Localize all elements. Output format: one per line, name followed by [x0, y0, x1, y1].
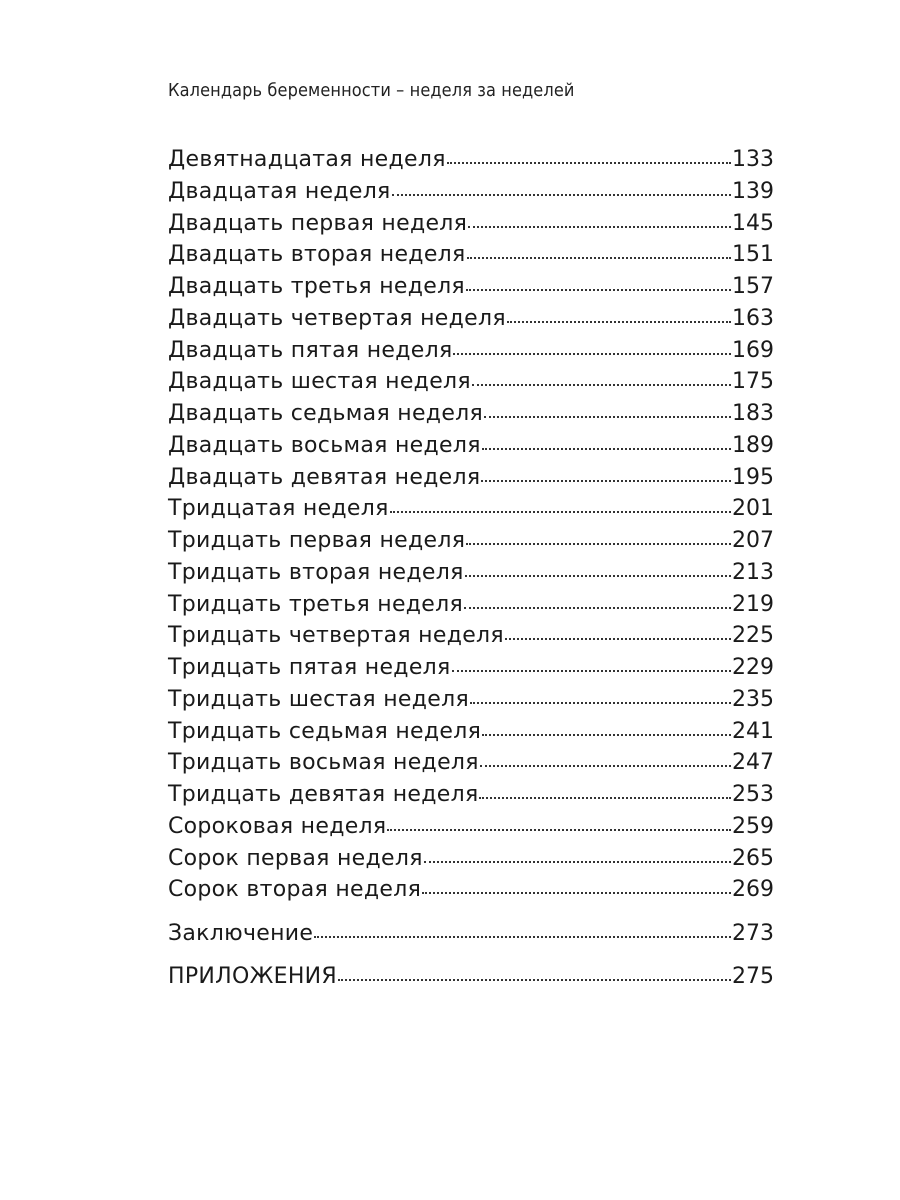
- toc-entry-page: 145: [732, 210, 774, 236]
- toc-entry-title: Двадцать четвертая неделя: [168, 305, 506, 331]
- dot-leader: [466, 271, 731, 293]
- table-of-contents: [168, 144, 774, 993]
- toc-entry-title: Тридцать шестая неделя: [168, 686, 469, 712]
- toc-entry-page: 189: [732, 432, 774, 458]
- toc-entry-page: 133: [732, 147, 774, 172]
- toc-entry[interactable]: [168, 208, 774, 240]
- toc-entry[interactable]: [168, 239, 774, 271]
- toc-entry[interactable]: [168, 493, 774, 525]
- toc-entry-appendix[interactable]: [168, 961, 774, 993]
- toc-entry[interactable]: [168, 303, 774, 335]
- toc-entry-title: Тридцать четвертая неделя: [168, 623, 504, 649]
- toc-entry-title: Тридцать пятая неделя: [168, 655, 451, 680]
- toc-entry[interactable]: [168, 684, 774, 716]
- toc-entry[interactable]: [168, 398, 774, 430]
- toc-entry[interactable]: [168, 366, 774, 398]
- toc-entry-page: 247: [732, 750, 774, 776]
- toc-entry-page: 157: [732, 274, 774, 299]
- toc-entry-page: 275: [732, 963, 774, 989]
- toc-entry-page: 151: [732, 242, 774, 268]
- toc-entry-page: 213: [732, 559, 774, 585]
- toc-entry-title: Тридцать восьмая неделя: [168, 750, 479, 776]
- toc-entry[interactable]: [168, 843, 774, 875]
- toc-entry[interactable]: [168, 525, 774, 557]
- toc-entry-title: Тридцать первая неделя: [168, 528, 466, 553]
- dot-leader: [338, 961, 731, 983]
- dot-leader: [472, 366, 731, 388]
- toc-entry-title: Двадцатая неделя: [168, 178, 391, 204]
- toc-entry-page: 139: [732, 178, 774, 204]
- toc-entry-title: Двадцать пятая неделя: [168, 337, 453, 363]
- toc-entry-title: ПРИЛОЖЕНИЯ: [168, 963, 338, 989]
- toc-entry-title: Девятнадцатая неделя: [168, 147, 446, 172]
- toc-entry[interactable]: [168, 779, 774, 811]
- toc-entry-title: Сорок вторая неделя: [168, 877, 422, 903]
- dot-leader: [387, 811, 731, 833]
- toc-entry-title: Тридцать девятая неделя: [168, 782, 479, 807]
- toc-entry[interactable]: [168, 271, 774, 303]
- dot-leader: [392, 176, 731, 198]
- toc-entry-title: Двадцать девятая неделя: [168, 464, 481, 490]
- dot-leader: [447, 144, 731, 166]
- dot-leader: [481, 462, 731, 484]
- dot-leader: [467, 239, 731, 261]
- toc-entry-page: 253: [732, 782, 774, 807]
- toc-entry-title: Сорок первая неделя: [168, 845, 423, 871]
- toc-entry-title: Тридцать седьмая неделя: [168, 718, 482, 744]
- dot-leader: [465, 557, 731, 579]
- toc-entry-page: 195: [732, 464, 774, 490]
- dot-leader: [464, 589, 731, 611]
- dot-leader: [480, 747, 731, 769]
- toc-entry-page: 219: [732, 591, 774, 617]
- dot-leader: [507, 303, 731, 325]
- toc-entry-page: 207: [732, 528, 774, 553]
- dot-leader: [479, 779, 731, 801]
- dot-leader: [468, 208, 731, 230]
- toc-entry[interactable]: [168, 176, 774, 208]
- dot-leader: [505, 620, 731, 642]
- toc-entry[interactable]: [168, 589, 774, 621]
- toc-entry[interactable]: [168, 144, 774, 176]
- toc-entry-title: Двадцать вторая неделя: [168, 242, 466, 268]
- toc-entry-page: 273: [732, 921, 774, 946]
- toc-entry-title: Двадцать седьмая неделя: [168, 401, 484, 426]
- toc-entry-page: 175: [732, 369, 774, 395]
- toc-entry-title: Сороковая неделя: [168, 813, 387, 839]
- toc-entry-page: 169: [732, 337, 774, 363]
- toc-entry-page: 235: [732, 686, 774, 712]
- running-header: Календарь беременности – неделя за неделей: [168, 80, 575, 101]
- toc-entry-page: 259: [732, 813, 774, 839]
- dot-leader: [422, 874, 731, 896]
- toc-entry-title: Тридцатая неделя: [168, 496, 389, 522]
- toc-entry-title: Двадцать восьмая неделя: [168, 432, 481, 458]
- toc-entry-page: 269: [732, 877, 774, 903]
- toc-entry-title: Тридцать третья неделя: [168, 591, 464, 617]
- toc-entry-title: Тридцать вторая неделя: [168, 559, 464, 585]
- toc-entry[interactable]: [168, 335, 774, 367]
- dot-leader: [424, 843, 731, 865]
- toc-entry-page: 163: [732, 305, 774, 331]
- toc-entry[interactable]: [168, 716, 774, 748]
- toc-entry[interactable]: [168, 747, 774, 779]
- dot-leader: [484, 398, 731, 420]
- toc-entry-title: Двадцать третья неделя: [168, 274, 465, 299]
- toc-entry-title: Двадцать шестая неделя: [168, 369, 471, 395]
- toc-entry[interactable]: [168, 557, 774, 589]
- toc-entry[interactable]: [168, 462, 774, 494]
- dot-leader: [482, 716, 731, 738]
- dot-leader: [482, 430, 731, 452]
- dot-leader: [452, 652, 731, 674]
- toc-entry-page: 201: [732, 496, 774, 522]
- dot-leader: [390, 493, 731, 515]
- toc-entry[interactable]: [168, 652, 774, 684]
- toc-entry[interactable]: [168, 620, 774, 652]
- dot-leader: [314, 918, 731, 940]
- toc-entry-title: Двадцать первая неделя: [168, 210, 468, 236]
- toc-entry[interactable]: [168, 811, 774, 843]
- toc-entry-conclusion[interactable]: [168, 918, 774, 950]
- dot-leader: [453, 335, 731, 357]
- toc-entry-page: 229: [732, 655, 774, 680]
- dot-leader: [470, 684, 731, 706]
- toc-entry[interactable]: [168, 430, 774, 462]
- dot-leader: [466, 525, 731, 547]
- toc-entry-title: Заключение: [168, 921, 314, 946]
- toc-entry-page: 241: [732, 718, 774, 744]
- toc-entry[interactable]: [168, 874, 774, 906]
- toc-entry-page: 225: [732, 623, 774, 649]
- toc-entry-page: 183: [732, 401, 774, 426]
- toc-entry-page: 265: [732, 845, 774, 871]
